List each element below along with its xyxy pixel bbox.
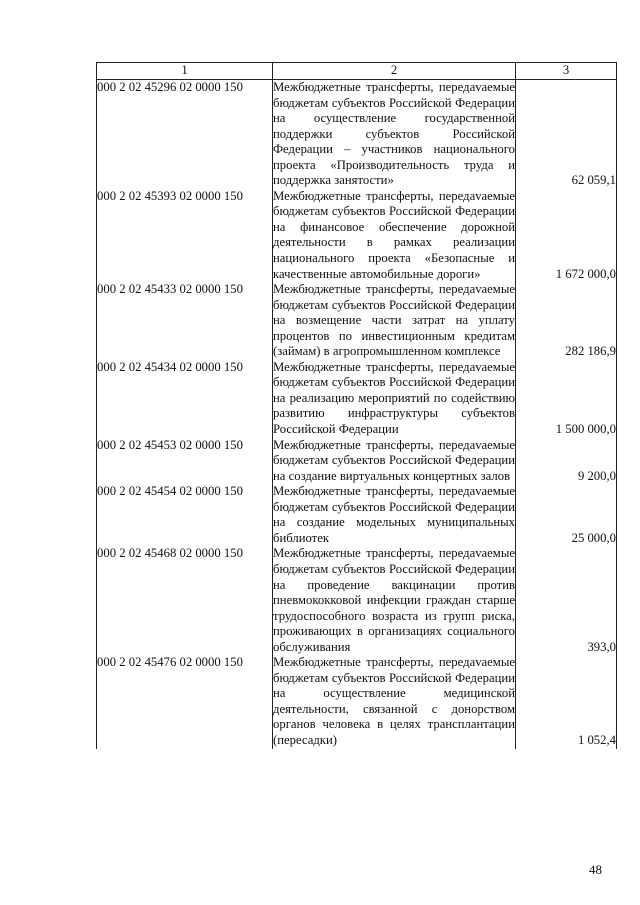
table-row — [97, 655, 617, 748]
description-cell: Межбюджетные трансферты, передаvаемые бюджетам субъектов Российской Федерации на возмещение части затрат на уплату процентов по инвестиционным кредитам (займам) в агропромышленном комплексе — [273, 282, 515, 359]
column-header-code: 1 — [97, 63, 273, 80]
amount-cell: 282 186,9 — [516, 282, 617, 360]
amount-cell: 62 059,1 — [516, 80, 617, 189]
description-cell: Межбюджетные трансферты, передаvаемые бюджетам субъектов Российской Федерации на осуществление государственной поддержки субъектов Российской Федерации – участников национального проекта «Производительность труда и поддержка занятости» — [273, 80, 515, 188]
column-header-description: 2 — [273, 63, 516, 80]
table-row — [97, 438, 617, 485]
page-number: 48 — [589, 862, 602, 877]
table-row — [97, 80, 617, 189]
budget-code-cell: 000 2 02 45393 02 0000 150 — [97, 189, 273, 282]
table-row — [97, 189, 617, 282]
budget-code-cell: 000 2 02 45476 02 0000 150 — [97, 655, 273, 748]
table-row — [97, 360, 617, 438]
description-cell: Межбюджетные трансферты, передаvаемые бюджетам субъектов Российской Федерации на создание модельных муниципальных библиотек — [273, 484, 515, 545]
table-header — [97, 63, 617, 80]
amount-cell: 1 052,4 — [516, 655, 617, 748]
amount-cell: 393,0 — [516, 546, 617, 655]
amount-cell: 1 500 000,0 — [516, 360, 617, 438]
amount-cell: 1 672 000,0 — [516, 189, 617, 282]
budget-code-cell: 000 2 02 45454 02 0000 150 — [97, 484, 273, 546]
description-cell: Межбюджетные трансферты, передаvаемые бюджетам субъектов Российской Федерации на осуществление медицинской деятельности, связанной с донорством органов человека в целях трансплантации (пересадки) — [273, 655, 515, 747]
table-row — [97, 484, 617, 546]
column-header-amount: 3 — [516, 63, 617, 80]
budget-code-cell: 000 2 02 45434 02 0000 150 — [97, 360, 273, 438]
budget-table — [96, 62, 617, 749]
budget-code-cell: 000 2 02 45296 02 0000 150 — [97, 80, 273, 189]
amount-cell: 9 200,0 — [516, 438, 617, 485]
description-cell: Межбюджетные трансферты, передаvаемые бюджетам субъектов Российской Федерации на реализацию мероприятий по содействию развитию инфраструктуры субъектов Российской Федерации — [273, 359, 515, 437]
description-cell: Межбюджетные трансферты, передаvаемые бюджетам субъектов Российской Федерации на создание виртуальных концертных залов — [273, 437, 515, 483]
description-cell: Межбюджетные трансферты, передаvаемые бюджетам субъектов Российской Федерации на проведение вакцинации против пневмококковой инфекции граждан старше трудоспособного возраста из групп риска, проживающих в организациях социального обслуживания — [273, 546, 515, 654]
table-body — [97, 80, 617, 749]
budget-code-cell: 000 2 02 45433 02 0000 150 — [97, 282, 273, 360]
amount-cell: 25 000,0 — [516, 484, 617, 546]
budget-code-cell: 000 2 02 45468 02 0000 150 — [97, 546, 273, 655]
budget-code-cell: 000 2 02 45453 02 0000 150 — [97, 438, 273, 485]
table-row — [97, 546, 617, 655]
table-row — [97, 282, 617, 360]
description-cell: Межбюджетные трансферты, передаvаемые бюджетам субъектов Российской Федерации на финансовое обеспечение дорожной деятельности в рамках реализации национального проекта «Безопасные и качественные автомобильные дороги» — [273, 188, 515, 281]
